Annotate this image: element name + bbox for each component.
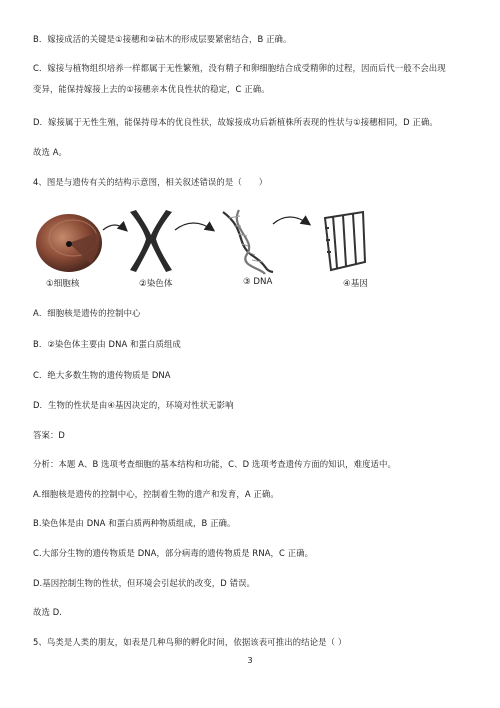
answer: 答案：D bbox=[33, 430, 65, 440]
gene-icon bbox=[325, 212, 365, 270]
figure-label-gene: ④基因 bbox=[343, 279, 368, 289]
figure-label-dna: ③ DNA bbox=[243, 277, 273, 287]
genetics-structure-figure bbox=[33, 206, 463, 302]
analysis: 分析：本题 A、B 选项考查细胞的基本结构和功能，C、D 选项考查遗传方面的知识，难度适中。 bbox=[33, 459, 396, 469]
chromosome-icon bbox=[130, 210, 172, 272]
final-choice: 故选 D. bbox=[33, 607, 63, 617]
nucleus-icon bbox=[36, 214, 102, 272]
question-4: 4、图是与遗传有关的结构示意图，相关叙述错误的是（ ） bbox=[33, 177, 268, 187]
option-a: A．细胞核是遗传的控制中心 bbox=[33, 308, 141, 318]
text-line-option-b: B．嫁接成活的关键是①接穗和②砧木的形成层要紧密结合，B 正确。 bbox=[33, 34, 292, 44]
figure-drawing bbox=[33, 206, 463, 302]
arrow-2-icon bbox=[175, 223, 213, 230]
analysis-c: C.大部分生物的遗传物质是 DNA，部分病毒的遗传物质是 RNA，C 正确。 bbox=[33, 548, 314, 558]
analysis-a: A.细胞核是遗传的控制中心，控制着生物的遗产和发育，A 正确。 bbox=[33, 489, 279, 499]
dna-helix-icon bbox=[223, 210, 273, 274]
option-b: B．②染色体主要由 DNA 和蛋白质组成 bbox=[33, 339, 181, 349]
option-c: C．绝大多数生物的遗传物质是 DNA bbox=[33, 370, 171, 380]
figure-label-nucleus: ①细胞核 bbox=[46, 279, 80, 289]
page-number: 3 bbox=[247, 656, 253, 665]
text-line-option-c-cont: 变异，能保持嫁接上去的①接穗亲本优良性状的稳定，C 正确。 bbox=[33, 84, 270, 94]
text-line-option-d: D．嫁接属于无性生殖，能保持母本的优良性状，故嫁接成功后新植株所表现的性状与①接穗相同，D 正确。 bbox=[33, 117, 438, 127]
text-line-answer-prev: 故选 A。 bbox=[33, 147, 68, 157]
analysis-b: B.染色体是由 DNA 和蛋白质两种物质组成，B 正确。 bbox=[33, 518, 236, 528]
option-d: D．生物的性状是由④基因决定的，环境对性状无影响 bbox=[33, 400, 234, 410]
text-line-option-c: C．嫁接与植物组织培养一样都属于无性繁殖，没有精子和卵细胞结合成受精卵的过程，因而后代一般不会出现 bbox=[33, 63, 446, 73]
arrow-3-icon bbox=[273, 217, 309, 224]
arrow-1-icon bbox=[103, 225, 126, 230]
analysis-d: D.基因控制生物的性状，但环境会引起状的改变，D 错误。 bbox=[33, 578, 256, 588]
figure-label-chromosome: ②染色体 bbox=[139, 279, 173, 289]
question-5: 5、鸟类是人类的朋友，如表是几种鸟卵的孵化时间，依据该表可推出的结论是（ ） bbox=[33, 637, 347, 647]
